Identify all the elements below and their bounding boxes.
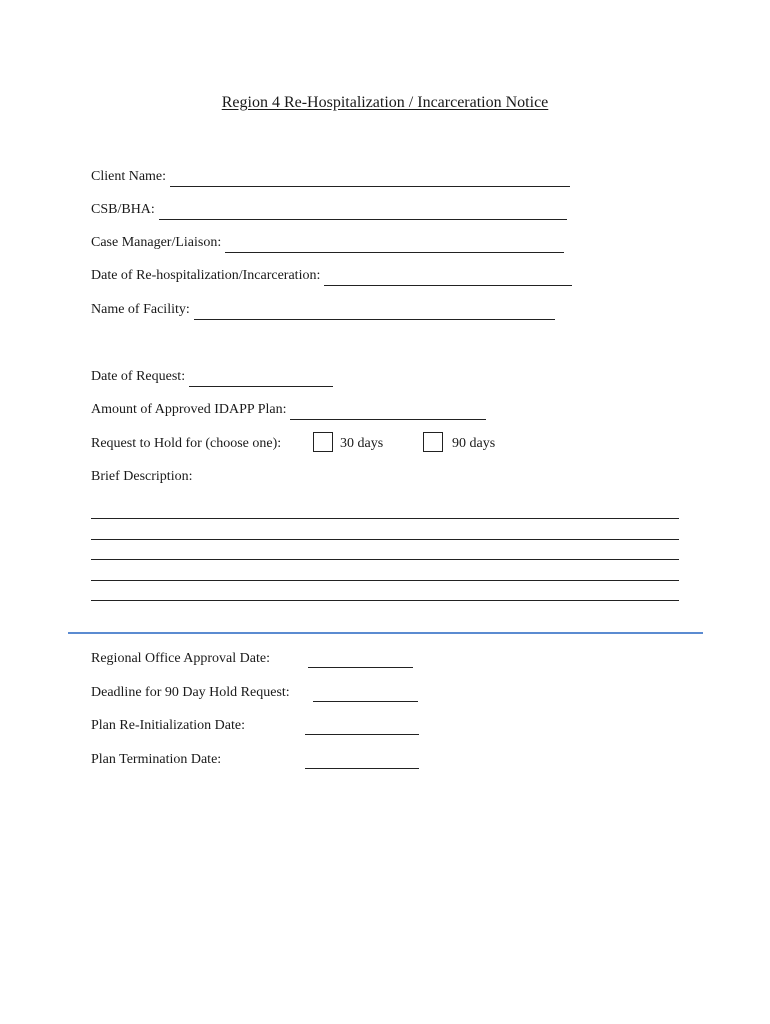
approval-date-row: [91, 649, 270, 669]
deadline-90-row: [91, 683, 290, 703]
description-line[interactable]: [91, 580, 679, 581]
facility-label: Name of Facility:: [91, 302, 190, 317]
hold-request-label: Request to Hold for (choose one):: [91, 436, 282, 451]
amount-plan-row: [91, 400, 486, 420]
csb-bha-row: [91, 200, 567, 220]
termination-date-row: [91, 750, 221, 770]
case-manager-row: [91, 233, 564, 253]
csb-bha-field[interactable]: [159, 204, 567, 220]
section-divider: [68, 632, 703, 634]
case-manager-field[interactable]: [225, 237, 564, 253]
date-request-label: Date of Request:: [91, 369, 186, 384]
reinit-date-row: [91, 716, 245, 736]
hold-request-row: [91, 434, 281, 454]
reinit-date-label: Plan Re-Initialization Date:: [91, 718, 245, 733]
description-line[interactable]: [91, 600, 679, 601]
termination-date-field[interactable]: [305, 768, 419, 769]
termination-date-label: Plan Termination Date:: [91, 752, 222, 767]
option-90-days-label: 90 days: [452, 436, 496, 451]
deadline-90-field[interactable]: [313, 701, 418, 702]
option-30-days-label: 30 days: [340, 436, 384, 451]
client-name-label: Client Name:: [91, 169, 167, 184]
date-rehosp-field[interactable]: [324, 270, 572, 286]
case-manager-label: Case Manager/Liaison:: [91, 235, 222, 250]
date-rehosp-row: [91, 266, 572, 286]
description-line[interactable]: [91, 539, 679, 540]
description-row: [91, 467, 192, 487]
checkbox-90-days[interactable]: [423, 432, 443, 452]
form-title: Region 4 Re-Hospitalization / Incarceration Notice: [221, 94, 549, 111]
description-line[interactable]: [91, 559, 679, 560]
checkbox-30-days[interactable]: [313, 432, 333, 452]
client-name-field[interactable]: [170, 171, 570, 187]
description-line[interactable]: [91, 518, 679, 519]
approval-date-label: Regional Office Approval Date:: [91, 651, 270, 666]
approval-date-field[interactable]: [308, 667, 413, 668]
description-label: Brief Description:: [91, 469, 193, 484]
facility-row: [91, 300, 555, 320]
deadline-90-label: Deadline for 90 Day Hold Request:: [91, 685, 290, 700]
facility-field[interactable]: [194, 304, 555, 320]
csb-bha-label: CSB/BHA:: [91, 202, 155, 217]
date-rehosp-label: Date of Re-hospitalization/Incarceration:: [91, 268, 321, 283]
date-request-field[interactable]: [189, 371, 333, 387]
date-request-row: [91, 367, 333, 387]
amount-plan-label: Amount of Approved IDAPP Plan:: [91, 402, 287, 417]
reinit-date-field[interactable]: [305, 734, 419, 735]
client-name-row: [91, 167, 570, 187]
amount-plan-field[interactable]: [290, 404, 486, 420]
